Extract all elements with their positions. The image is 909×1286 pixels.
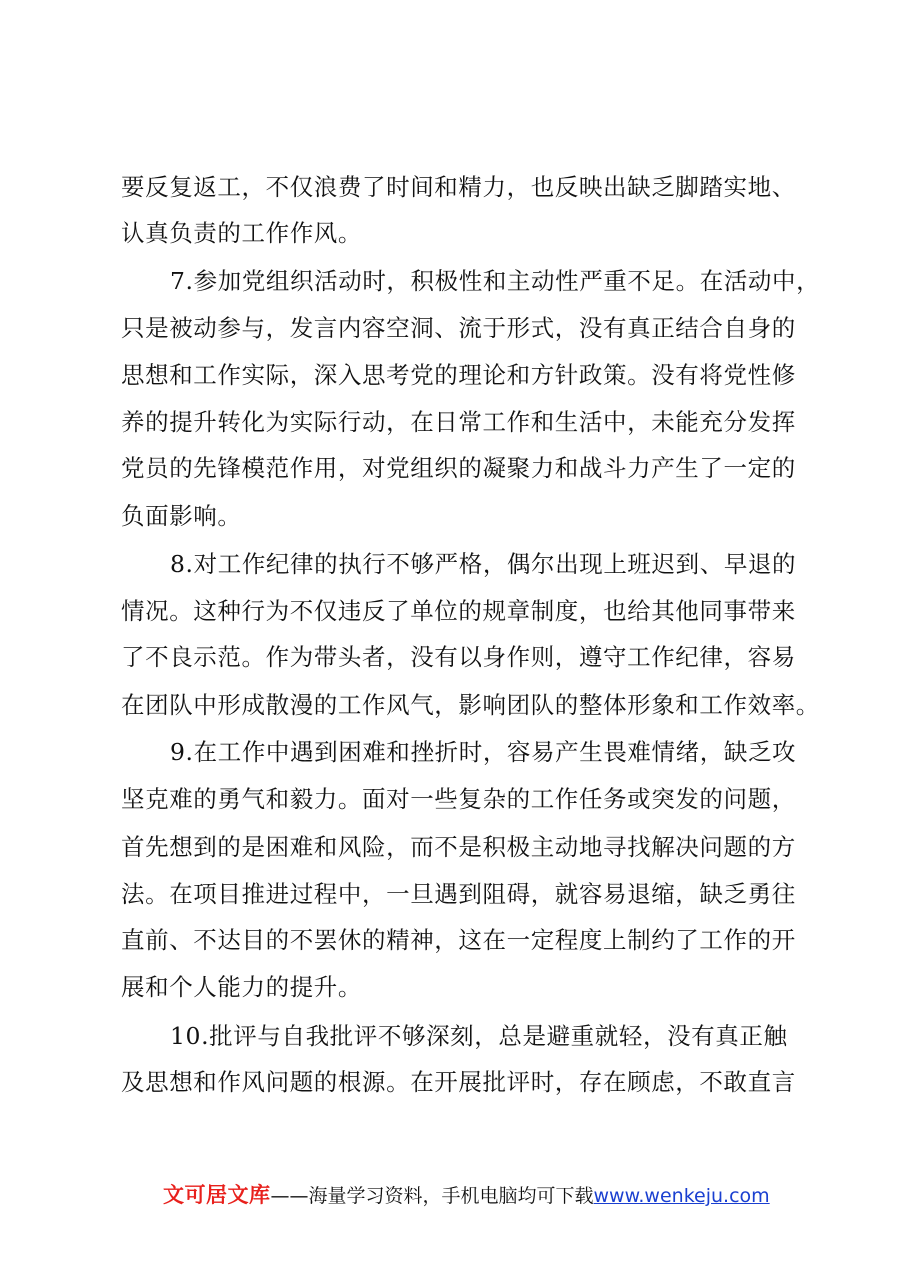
footer-website-link[interactable]: www.wenkeju.com xyxy=(593,1185,770,1207)
page-footer xyxy=(163,1181,770,1210)
text-line: 7.参加党组织活动时，积极性和主动性严重不足。在活动中， xyxy=(170,267,821,295)
text-line: 认真负责的工作作风。 xyxy=(121,219,362,247)
text-line: 8.对工作纪律的执行不够严格，偶尔出现上班迟到、早退的 xyxy=(170,550,797,578)
text-line: 养的提升转化为实际行动，在日常工作和生活中，未能充分发挥 xyxy=(121,408,796,436)
text-line: 坚克难的勇气和毅力。面对一些复杂的工作任务或突发的问题， xyxy=(121,785,796,813)
text-line: 展和个人能力的提升。 xyxy=(121,973,362,1001)
footer-brand: 文可居文库 xyxy=(163,1183,271,1207)
footer-dash: —— xyxy=(270,1185,309,1207)
text-line: 法。在项目推进过程中，一旦遇到阻碍，就容易退缩，缺乏勇往 xyxy=(121,880,796,908)
text-line: 10.批评与自我批评不够深刻，总是避重就轻，没有真正触 xyxy=(170,1022,788,1050)
text-line: 9.在工作中遇到困难和挫折时，容易产生畏难情绪，缺乏攻 xyxy=(170,738,797,766)
text-line: 要反复返工，不仅浪费了时间和精力，也反映出缺乏脚踏实地、 xyxy=(121,173,796,201)
text-line: 在团队中形成散漫的工作风气，影响团队的整体形象和工作效率。 xyxy=(121,691,820,719)
footer-tagline: 海量学习资料，手机电脑均可下载 xyxy=(308,1185,594,1207)
text-line: 了不良示范。作为带头者，没有以身作则，遵守工作纪律，容易 xyxy=(121,643,796,671)
text-line: 直前、不达目的不罢休的精神，这在一定程度上制约了工作的开 xyxy=(121,926,796,954)
text-line: 党员的先锋模范作用，对党组织的凝聚力和战斗力产生了一定的 xyxy=(121,454,796,482)
text-line: 只是被动参与，发言内容空洞、流于形式，没有真正结合自身的 xyxy=(121,314,796,342)
text-line: 及思想和作风问题的根源。在开展批评时，存在顾虑，不敢直言 xyxy=(121,1068,796,1096)
text-line: 负面影响。 xyxy=(121,502,242,530)
text-line: 思想和工作实际，深入思考党的理论和方针政策。没有将党性修 xyxy=(121,361,796,389)
text-line: 首先想到的是困难和风险，而不是积极主动地寻找解决问题的方 xyxy=(121,833,796,861)
text-line: 情况。这种行为不仅违反了单位的规章制度，也给其他同事带来 xyxy=(121,597,796,625)
